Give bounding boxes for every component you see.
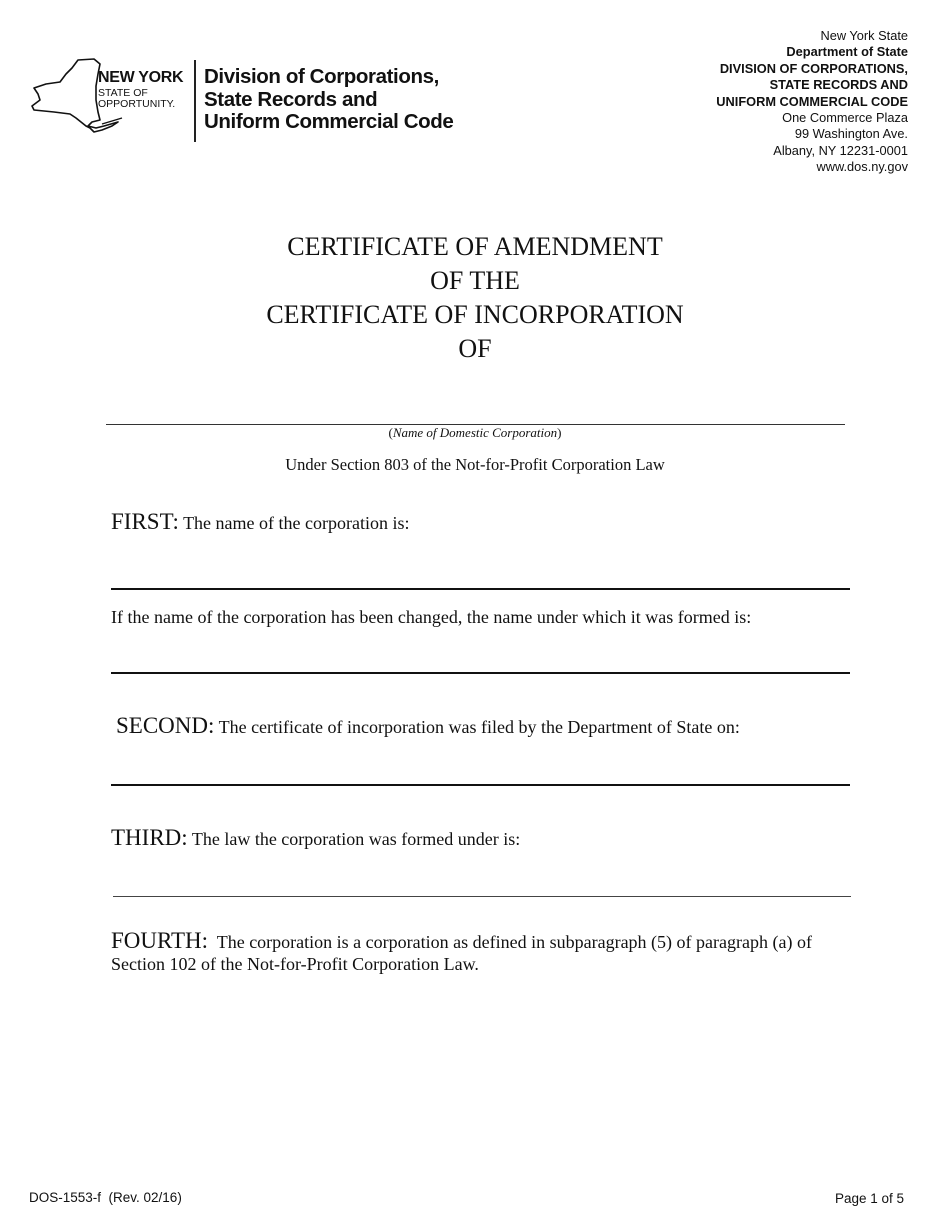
ny-wordmark-line1: STATE OF (98, 87, 148, 99)
department-address (716, 28, 908, 176)
paragraph-fourth-text: The corporation is a corporation as defined in subparagraph (5) of paragraph (a) of (208, 932, 812, 952)
address-division-line: STATE RECORDS AND (769, 77, 908, 93)
third-answer-line[interactable] (113, 896, 851, 897)
second-answer-line[interactable] (111, 784, 850, 786)
paragraph-second (116, 715, 740, 738)
former-name-answer-line[interactable] (111, 672, 850, 674)
paragraph-first (111, 511, 410, 534)
division-title-line: Uniform Commercial Code (204, 110, 454, 133)
address-city: Albany, NY 12231-0001 (773, 142, 908, 158)
address-street2: 99 Washington Ave. (794, 126, 908, 142)
address-division-line: UNIFORM COMMERCIAL CODE (716, 93, 908, 109)
paragraph-fourth-lead: FOURTH: (111, 928, 209, 953)
paragraph-first-text: The name of the corporation is: (178, 513, 410, 533)
division-title-line: Division of Corporations, (204, 65, 439, 88)
logo-divider (194, 60, 196, 142)
ny-wordmark (98, 70, 183, 110)
paragraph-second-text: The certificate of incorporation was filed by the Department of State on: (214, 717, 740, 737)
section-reference: Under Section 803 of the Not-for-Profit Corporation Law (285, 455, 665, 474)
paragraph-third-lead: THIRD: (111, 825, 188, 850)
caption-paren-open: ( (388, 425, 393, 440)
form-identifier: DOS-1553-f (Rev. 02/16) (29, 1190, 182, 1205)
paragraph-second-lead: SECOND: (116, 713, 215, 738)
corporation-name-caption (0, 425, 950, 441)
title-line: OF THE (430, 266, 520, 295)
title-line: OF (458, 334, 492, 363)
division-title (204, 66, 453, 134)
caption-text: Name of Domestic Corporation (392, 425, 558, 440)
division-title-line: State Records and (204, 87, 378, 111)
paragraph-third-text: The law the corporation was formed under is: (187, 829, 521, 849)
ny-wordmark-title: NEW YORK (98, 69, 184, 86)
paragraph-fourth (111, 930, 812, 975)
paragraph-name-changed: If the name of the corporation has been changed, the name under which it was formed is: (111, 607, 752, 627)
address-state: New York State (820, 28, 908, 43)
first-answer-line[interactable] (111, 588, 850, 590)
paragraph-first-lead: FIRST: (111, 509, 179, 534)
caption-paren-close: ) (557, 425, 562, 440)
address-division-line: DIVISION OF CORPORATIONS, (719, 60, 908, 76)
ny-state-logo (30, 56, 460, 146)
title-line: CERTIFICATE OF INCORPORATION (266, 300, 684, 329)
document-title (0, 230, 950, 366)
address-street1: One Commerce Plaza (782, 110, 908, 126)
paragraph-fourth-text-cont: Section 102 of the Not-for-Profit Corporation Law. (111, 954, 479, 974)
address-website[interactable]: www.dos.ny.gov (816, 159, 908, 175)
page-number: Page 1 of 5 (834, 1191, 904, 1206)
paragraph-third (111, 827, 520, 850)
title-line: CERTIFICATE OF AMENDMENT (287, 232, 663, 261)
ny-wordmark-line2: OPPORTUNITY. (98, 98, 176, 110)
address-department: Department of State (786, 44, 908, 60)
